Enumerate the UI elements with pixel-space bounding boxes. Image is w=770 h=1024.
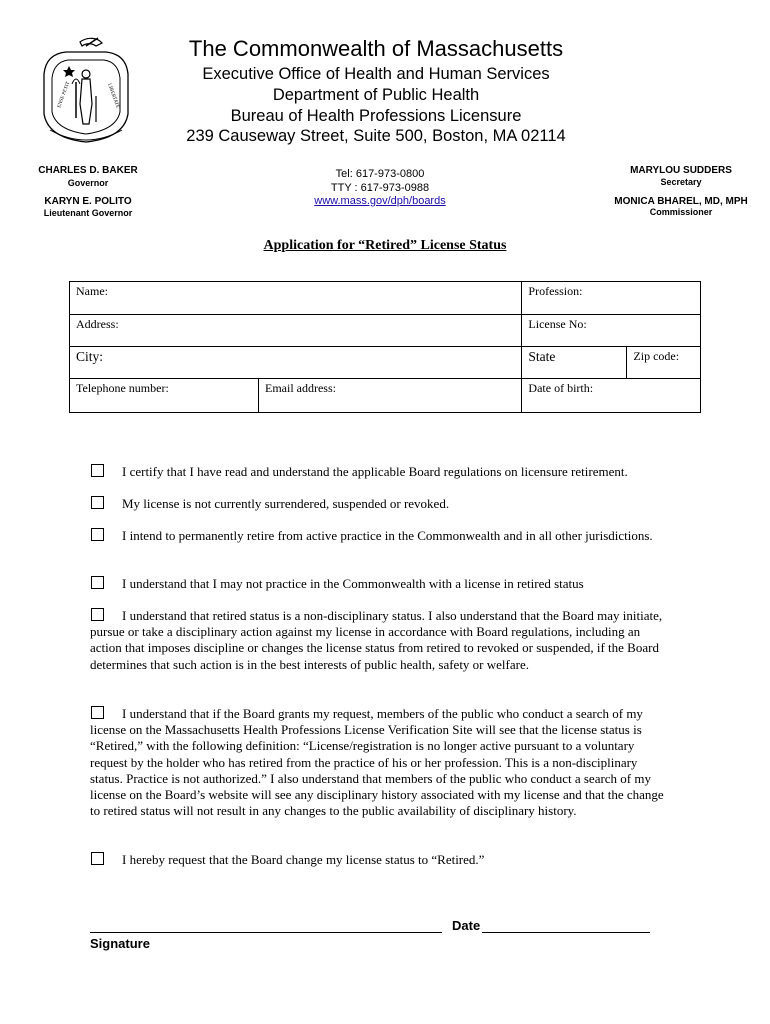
statement-text: I intend to permanently retire from active practice in the Commonwealth and in all other jurisdictions.	[122, 528, 653, 543]
lieutenant-governor-name: KARYN E. POLITO	[44, 196, 132, 207]
governor-role: Governor	[67, 178, 109, 188]
massachusetts-seal-icon	[36, 34, 136, 146]
license-status-checkbox[interactable]	[91, 496, 104, 509]
statement-text: I understand that if the Board grants my request, members of the public who conduct a search of my license on the Massachusetts Health Professions License Verification Site will see that the license status is “Retired,” with the following definition: “License/registration is no longer active pursuant to a voluntary request by the holder who has retired from the practice of his or her profession. This is a non-disciplinary status. Practice is not authorized.” I also understand that members of the public who conduct a search of my license on the Board’s website will see any disciplinary history associated with my license and that the change to retired status will not result in any changes to the public availability of disciplinary history.	[90, 706, 664, 819]
signature-line[interactable]	[90, 932, 442, 933]
permanent-retire-checkbox[interactable]	[91, 528, 104, 541]
statement-text: I understand that I may not practice in the Commonwealth with a license in retired status	[122, 576, 584, 591]
svg-text:ENSE PETIT: ENSE PETIT	[57, 81, 72, 109]
tty-number: TTY : 617-973-0988	[330, 182, 430, 194]
department-name: Department of Public Health	[272, 86, 480, 104]
office-name: Executive Office of Health and Human Services	[202, 65, 550, 83]
profession-label: Profession:	[528, 284, 583, 298]
email-field[interactable]	[259, 379, 522, 413]
non-disciplinary-checkbox[interactable]	[91, 608, 104, 621]
name-field[interactable]	[70, 282, 522, 315]
commissioner-role: Commissioner	[649, 207, 713, 217]
date-line[interactable]	[482, 932, 650, 933]
form-title: Application for “Retired” License Status	[263, 238, 507, 253]
statement-no-practice	[90, 576, 670, 592]
bureau-name: Bureau of Health Professions Licensure	[230, 107, 522, 125]
address-field[interactable]	[70, 315, 522, 347]
statement-non-disciplinary	[90, 608, 670, 673]
svg-text:LIBERTATE: LIBERTATE	[106, 82, 120, 110]
statement-text: I hereby request that the Board change my license status to “Retired.”	[122, 852, 485, 867]
secretary-role: Secretary	[660, 177, 702, 187]
name-label: Name:	[76, 284, 108, 298]
signature-label: Signature	[90, 936, 150, 951]
regulations-checkbox[interactable]	[91, 464, 104, 477]
commissioner-name: MONICA BHAREL, MD, MPH	[614, 196, 748, 207]
zip-code-field[interactable]	[627, 347, 701, 379]
statement-text: I understand that retired status is a non-disciplinary status. I also understand that the Board may initiate, pursue or take a disciplinary action against my license in accordance with Board regulations, including an action that imposes discipline or changes the license status from retired to revoked or suspended, if the Board determines that such action is in the best interests of public health, safety or welfare.	[90, 608, 663, 672]
governor-name: CHARLES D. BAKER	[38, 165, 138, 176]
statement-permanent-retire	[90, 528, 670, 544]
city-field[interactable]	[70, 347, 522, 379]
statement-public-search	[90, 706, 670, 819]
telephone-label: Telephone number:	[76, 381, 169, 395]
telephone-number: Tel: 617-973-0800	[335, 168, 425, 180]
city-label: City:	[76, 349, 104, 364]
request-checkbox[interactable]	[91, 852, 104, 865]
profession-field[interactable]	[522, 282, 701, 315]
email-label: Email address:	[265, 381, 336, 395]
street-address: 239 Causeway Street, Suite 500, Boston, MA 02114	[186, 127, 566, 145]
date-of-birth-label: Date of birth:	[528, 381, 594, 395]
date-of-birth-field[interactable]	[522, 379, 701, 413]
statement-license-status	[90, 496, 670, 512]
secretary-name: MARYLOU SUDDERS	[630, 165, 732, 176]
date-label: Date	[452, 918, 481, 933]
statement-request	[90, 852, 670, 868]
statement-text: I certify that I have read and understand the applicable Board regulations on licensure retirement.	[122, 464, 628, 479]
address-label: Address:	[76, 317, 119, 331]
boards-website-link[interactable]: www.mass.gov/dph/boards	[314, 195, 446, 207]
applicant-info-table	[69, 281, 701, 413]
license-no-label: License No:	[528, 317, 587, 331]
lieutenant-governor-role: Lieutenant Governor	[43, 208, 133, 218]
state-field[interactable]	[522, 347, 627, 379]
statement-text: My license is not currently surrendered, suspended or revoked.	[122, 496, 450, 511]
zip-code-label: Zip code:	[633, 349, 680, 363]
commonwealth-title: The Commonwealth of Massachusetts	[188, 36, 564, 61]
license-no-field[interactable]	[522, 315, 701, 347]
no-practice-checkbox[interactable]	[91, 576, 104, 589]
public-search-checkbox[interactable]	[91, 706, 104, 719]
telephone-field[interactable]	[70, 379, 259, 413]
statement-regulations	[90, 464, 670, 480]
state-label: State	[528, 349, 556, 364]
